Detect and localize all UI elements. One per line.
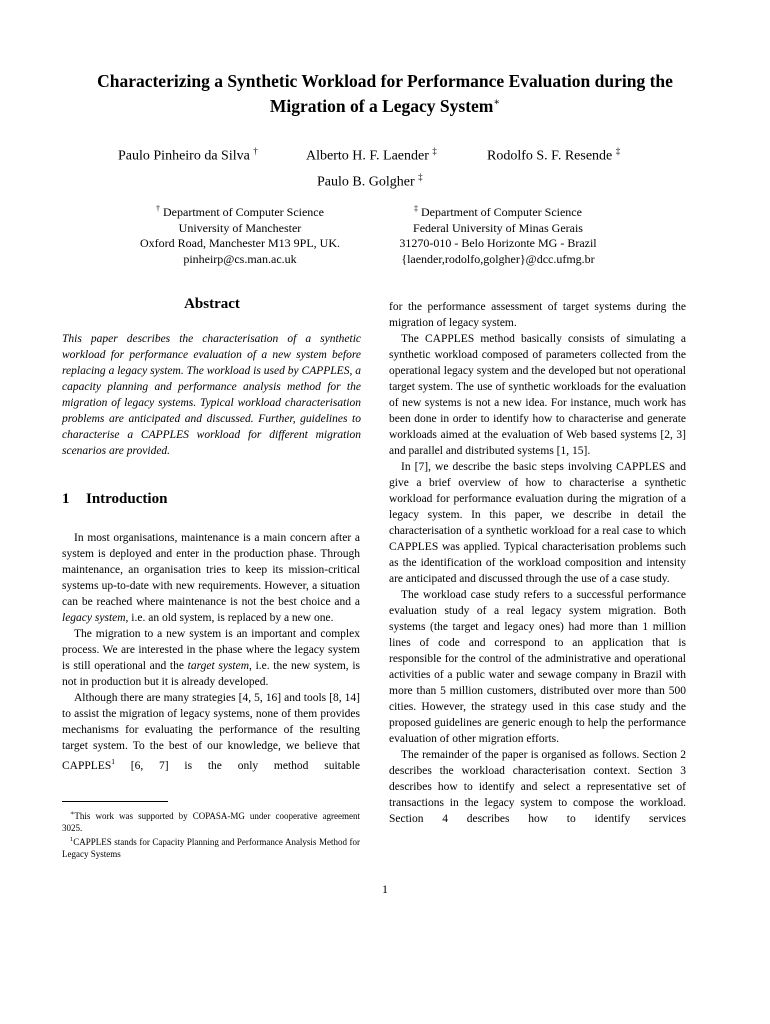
- intro-paragraph-5: In [7], we describe the basic steps involving CAPPLES and give a brief overview of how to characterise a synthetic workload for performance evaluation during the migration of a legacy system. In this paper, we describe in detail the characterisation of a synthetic workload for a real case to which CAPPLES was applied. Typical characterisation problems such as the identification of the workload composition and intensity are anticipated and discussed through the use of a case study.: [389, 461, 686, 585]
- author-4: Paulo B. Golgher ‡: [317, 172, 423, 190]
- paper-title: Characterizing a Synthetic Workload for Performance Evaluation during the Migration of a Legacy System∗: [97, 71, 673, 116]
- email-manchester: pinheirp@cs.man.ac.uk: [183, 251, 297, 266]
- email-ufmg: {laender,rodolfo,golgher}@dcc.ufmg.br: [401, 251, 595, 266]
- section-heading-introduction: 1 Introduction: [62, 491, 168, 507]
- left-column-body: [62, 530, 360, 774]
- author-3: Rodolfo S. F. Resende ‡: [487, 146, 621, 164]
- footnote-rule: [62, 801, 168, 802]
- abstract-heading: Abstract: [184, 296, 240, 312]
- author-2: Alberto H. F. Laender ‡: [306, 146, 437, 164]
- intro-paragraph-2: The migration to a new system is an important and complex process. We are interested in the phase where the legacy system is still operational and the target system, i.e. the new system, is not in production but it is already developed.: [62, 628, 360, 688]
- affiliation-manchester: † Department of Computer Science University of Manchester Oxford Road, Manchester M13 9PL, UK. pinheirp@cs.man.ac.uk: [120, 201, 360, 267]
- affiliation-ufmg: ‡ Department of Computer Science Federal University of Minas Gerais 31270-010 - Belo Horizonte MG - Brazil {laender,rodolfo,golgher}@dcc.ufmg.br: [368, 201, 628, 267]
- intro-paragraph-3: Although there are many strategies [4, 5, 16] and tools [8, 14] to assist the migration of legacy systems, none of them provides mechanisms for evaluating the performance of the resulting target system. To the best of our knowledge, we believe that CAPPLES$^1$ [6, 7] is the only method suitable: [62, 692, 360, 772]
- page-number: 1: [382, 882, 388, 896]
- intro-paragraph-3-continued: for the performance assessment of target systems during the migration of legacy system.: [389, 301, 686, 329]
- intro-paragraph-1: In most organisations, maintenance is a main concern after a system is deployed and enter in the production phase. Through maintenance, an organisation tries to keep its mission-critical systems up-to-date with new requirements. However, a situation can be reached where maintenance is not the best choice and a legacy system, i.e. an old system, is replaced by a new one.: [62, 532, 360, 624]
- footnote-funding: ∗This work was supported by COPASA-MG under cooperative agreement 3025.: [62, 810, 360, 833]
- intro-paragraph-4: The CAPPLES method basically consists of simulating a synthetic workload composed of parameters collected from the operational legacy system and the developed but not operational target system. The use of synthetic workloads for the evaluation of new systems is not a new idea. For instance, much work has been done in order to identify how to characterise and generate workloads aimed at the evaluation of Web based systems [2, 3] and parallel and distributed systems [1, 15].: [389, 333, 686, 457]
- abstract-text: This paper describes the characterisation of a synthetic workload for performance evaluation of a new system before replacing a legacy system. The workload is used by CAPPLES, a capacity planning and performance analysis method for the migration of legacy systems. Typical workload characterisation problems are anticipated and discussed. Further, guidelines to characterise a CAPPLES workload for different migration scenarios are provided.: [62, 333, 361, 457]
- right-column-body: [389, 299, 686, 827]
- intro-paragraph-6: The workload case study refers to a successful performance evaluation study of a real legacy system migration. Both systems (the target and legacy ones) had more than 1 million lines of code and correspond to an application that is responsible for the control of the administrative and operational activities of a public water and sewage company in Brazil with more than 5 million customers, distributed over more than 500 cities. However, the strategy used in this case study and the proposed guidelines are generic enough to help the performance evaluation of other migration efforts.: [389, 589, 686, 745]
- author-1: Paulo Pinheiro da Silva †: [118, 146, 258, 164]
- footnote-capples: $^1$CAPPLES stands for Capacity Planning and Performance Analysis Method for Legacy Systems: [62, 836, 360, 859]
- footnotes: [62, 808, 360, 860]
- title-footnote-mark: ∗: [493, 97, 501, 108]
- intro-paragraph-7: The remainder of the paper is organised as follows. Section 2 describes the workload characterisation context. Section 3 describes how to identify and select a representative set of transactions in the legacy system to compose the workload. Section 4 describes how to identify services: [389, 749, 686, 825]
